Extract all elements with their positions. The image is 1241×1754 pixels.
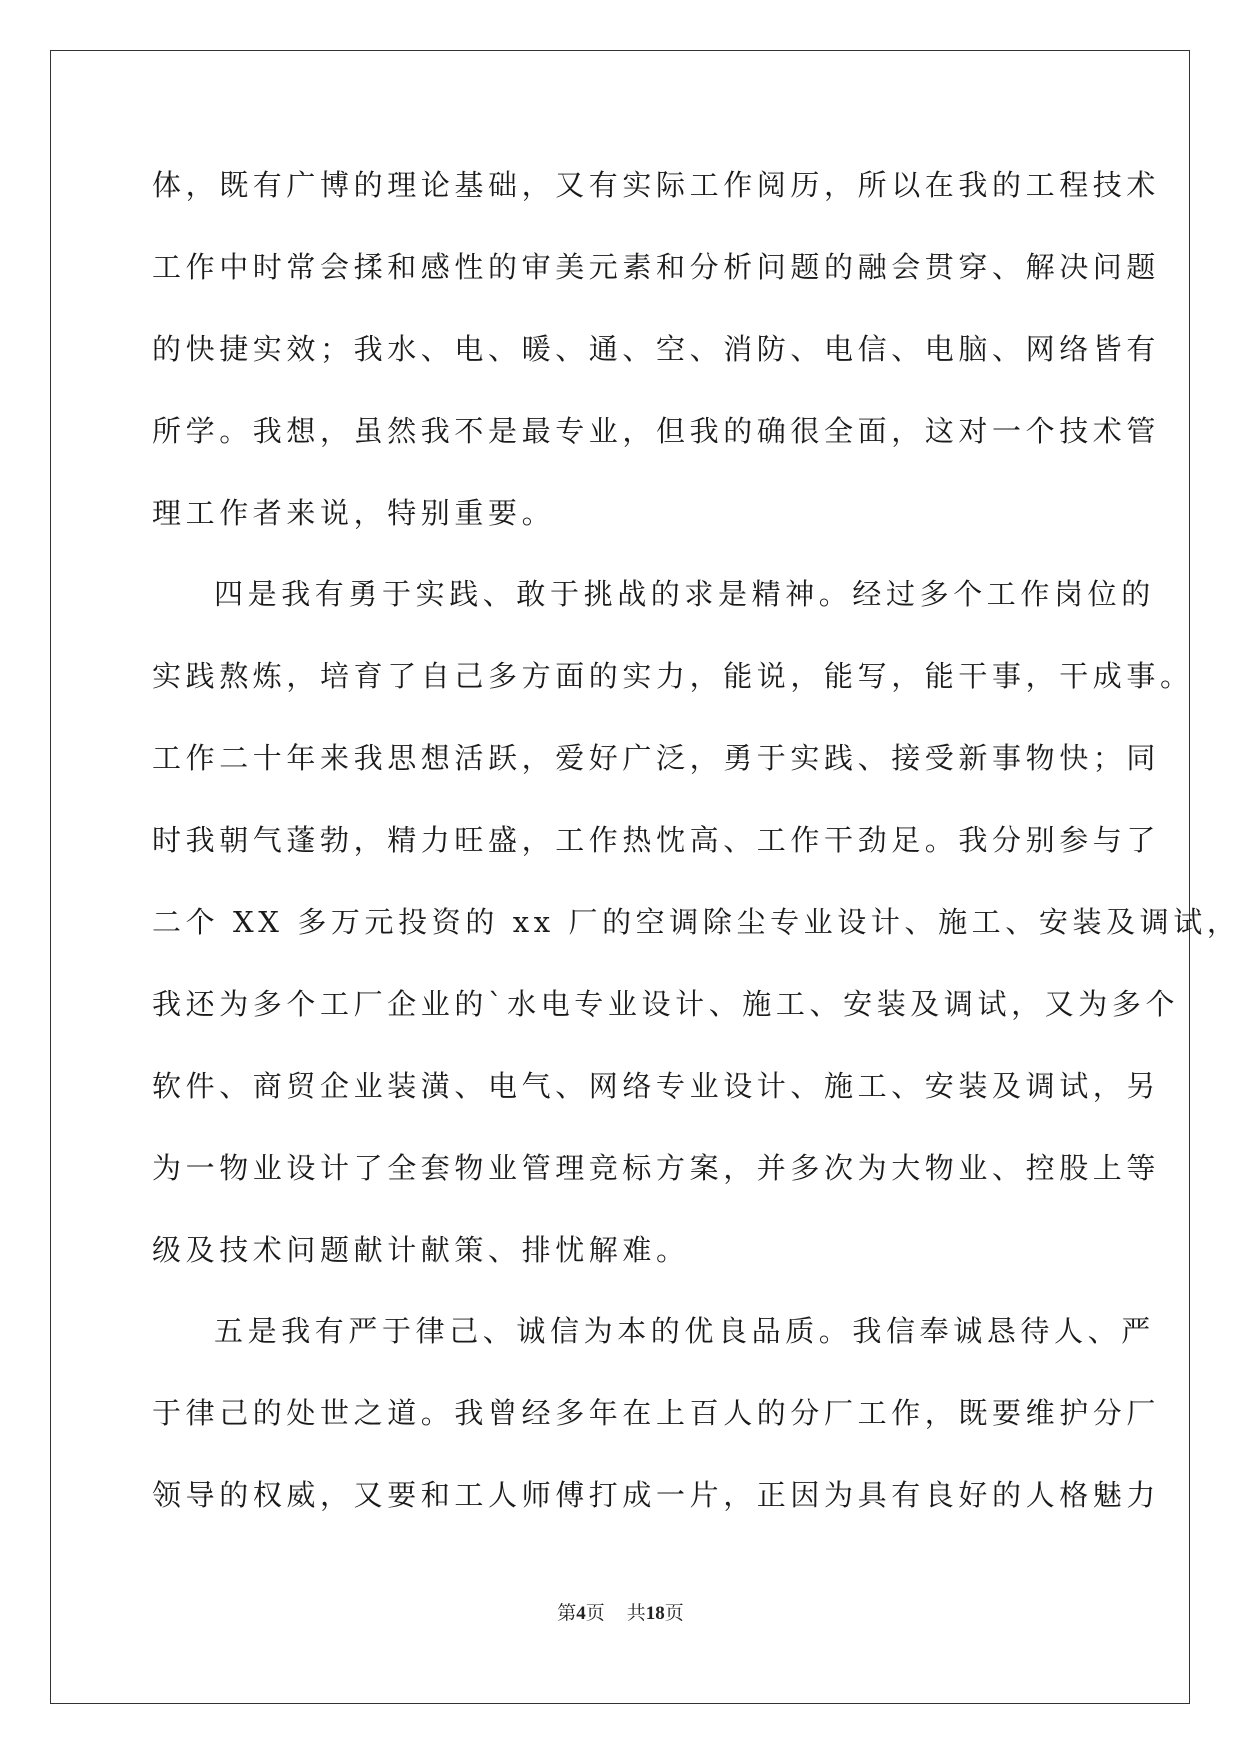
text-line: 我还为多个工厂企业的`水电专业设计、施工、安装及调试，又为多个 — [152, 986, 1180, 1021]
page-number: 4 — [576, 1603, 586, 1624]
text-line: 工作二十年来我思想活跃，爱好广泛，勇于实践、接受新事物快；同 — [152, 741, 1161, 776]
document-body — [152, 160, 1241, 1552]
text-line: 实践熬炼，培育了自己多方面的实力，能说，能写，能干事，干成事。 — [152, 659, 1194, 694]
text-line: 为一物业设计了全套物业管理竞标方案，并多次为大物业、控股上等 — [152, 1150, 1161, 1185]
paragraph-start-line: 五是我有严于律己、诚信为本的优良品质。我信奉诚恳待人、严 — [214, 1314, 1155, 1349]
text-line: 软件、商贸企业装潢、电气、网络专业设计、施工、安装及调试，另 — [152, 1068, 1161, 1103]
text-line: 于律己的处世之道。我曾经多年在上百人的分厂工作，既要维护分厂 — [152, 1396, 1161, 1431]
text-line: 领导的权威，又要和工人师傅打成一片，正因为具有良好的人格魅力 — [152, 1478, 1161, 1513]
text-line: 的快捷实效；我水、电、暖、通、空、消防、电信、电脑、网络皆有 — [152, 331, 1161, 366]
page-prefix: 第 — [557, 1603, 577, 1624]
text-line: 级及技术问题献计献策、排忧解难。 — [152, 1232, 690, 1267]
paragraph-start-line: 四是我有勇于实践、敢于挑战的求是精神。经过多个工作岗位的 — [214, 577, 1155, 612]
text-line: 理工作者来说，特别重要。 — [152, 495, 556, 530]
page-footer — [0, 1598, 1241, 1625]
text-line: 二个 XX 多万元投资的 xx 厂的空调除尘专业设计、施工、安装及调试， — [152, 905, 1241, 940]
text-line: 体，既有广博的理论基础，又有实际工作阅历，所以在我的工程技术 — [152, 168, 1161, 202]
text-line: 工作中时常会揉和感性的审美元素和分析问题的融会贯穿、解决问题 — [152, 249, 1161, 284]
page-suffix: 页 — [585, 1603, 605, 1624]
total-pages: 18 — [645, 1603, 665, 1624]
total-prefix: 共 — [626, 1603, 646, 1624]
text-line: 所学。我想，虽然我不是最专业，但我的确很全面，这对一个技术管 — [152, 413, 1161, 448]
text-line: 时我朝气蓬勃，精力旺盛，工作热忱高、工作干劲足。我分别参与了 — [152, 823, 1161, 858]
total-suffix: 页 — [664, 1603, 684, 1624]
